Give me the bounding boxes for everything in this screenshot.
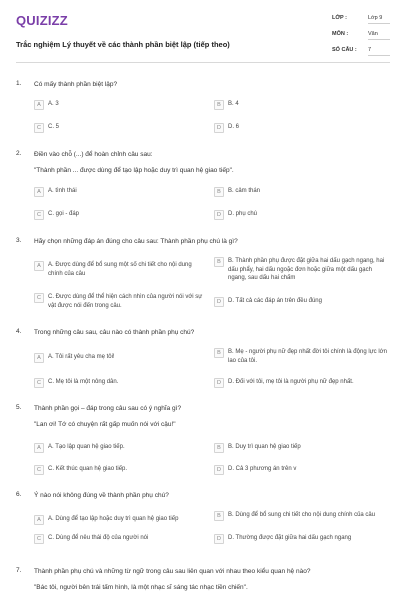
option-text: C. Mẹ tôi là một nông dân. — [48, 379, 119, 385]
question-number: 1. — [16, 80, 22, 87]
option-text: A. tình thái — [48, 188, 77, 194]
question-quote: "Bác tôi, người bên trái tấm hình, là một nhạc sĩ sáng tác nhạc tiền chiến". — [34, 584, 248, 591]
question-number: 3. — [16, 237, 22, 244]
meta-count-value: 7 — [368, 45, 390, 56]
option-text: D. Đối với tôi, mẹ tôi là người phụ nữ đẹp nhất. — [228, 379, 354, 385]
meta-subject-label: MÔN : — [332, 31, 349, 37]
worksheet-meta — [332, 12, 390, 58]
option-letter-box: D — [214, 297, 224, 307]
option-text: A. Dùng để tạo lập hoặc duy trì quan hệ giao tiếp — [48, 516, 179, 522]
option-letter-box: C — [34, 210, 44, 220]
option-text: C. Được dùng để thể hiện cách nhìn của người nói với sự vật được nói đến trong câu. — [48, 294, 203, 309]
option-letter-box: D — [214, 465, 224, 475]
option-text: C. 5 — [48, 124, 60, 130]
option-text: C. Kết thúc quan hệ giao tiếp. — [48, 466, 128, 472]
option-letter-box: D — [214, 210, 224, 220]
option-letter-box: B — [214, 187, 224, 197]
question-text: Thành phần gọi – đáp trong câu sau có ý nghĩa gì? — [34, 405, 182, 412]
option-letter-box: A — [34, 100, 44, 110]
option-letter-box: C — [34, 293, 44, 303]
option-letter-box: D — [214, 123, 224, 133]
option-letter-box: A — [34, 261, 44, 271]
option-letter-box: B — [214, 348, 224, 358]
meta-subject-value: Văn — [368, 29, 390, 40]
option-text: A. Tôi rất yêu cha mẹ tôi! — [48, 354, 115, 360]
option-text: D. phụ chú — [228, 211, 258, 217]
question-text: Có mấy thành phần biệt lập? — [34, 81, 118, 88]
option-text: D. 6 — [228, 124, 240, 130]
meta-count-label: SỐ CÂU : — [332, 47, 357, 53]
meta-subject-row — [332, 28, 390, 42]
meta-class-label: LỚP : — [332, 15, 347, 21]
option-text: C. Dùng để nêu thái độ của người nói — [48, 535, 149, 541]
option-letter-box: A — [34, 515, 44, 525]
option-text: A. Tạo lập quan hệ giao tiếp. — [48, 444, 125, 450]
option-letter-box: D — [214, 534, 224, 544]
worksheet-title: Trắc nghiệm Lý thuyết về các thành phần biệt lập (tiếp theo) — [16, 40, 230, 49]
option-letter-box: B — [214, 443, 224, 453]
option-text: B. 4 — [228, 101, 239, 107]
question-text: Trong những câu sau, câu nào có thành phần phụ chú? — [34, 329, 195, 336]
question-text: Ý nào nói không đúng về thành phần phụ chú? — [34, 492, 169, 499]
option-letter-box: D — [214, 378, 224, 388]
question-number: 2. — [16, 150, 22, 157]
option-text: B. Dùng để bổ sung chi tiết cho nội dung chính của câu — [228, 512, 376, 518]
question-text: Hãy chọn những đáp án đúng cho câu sau: Thành phần phụ chú là gì? — [34, 238, 238, 245]
question-number: 7. — [16, 567, 22, 574]
option-text: A. 3 — [48, 101, 59, 107]
question-quote: "Thành phần ... được dùng để tạo lập hoặc duy trì quan hệ giao tiếp". — [34, 167, 234, 174]
option-text: D. Tất cả các đáp án trên đều đúng — [228, 298, 322, 304]
option-letter-box: A — [34, 353, 44, 363]
option-letter-box: A — [34, 443, 44, 453]
option-letter-box: B — [214, 511, 224, 521]
meta-class-row — [332, 12, 390, 26]
option-letter-box: C — [34, 465, 44, 475]
question-number: 6. — [16, 491, 22, 498]
option-letter-box: B — [214, 100, 224, 110]
meta-class-value: Lớp 9 — [368, 13, 390, 24]
meta-count-row — [332, 44, 390, 58]
option-letter-box: C — [34, 534, 44, 544]
option-text: C. gọi - đáp — [48, 211, 80, 217]
option-text: D. Thường được đặt giữa hai dấu gạch ngang — [228, 535, 352, 541]
option-letter-box: C — [34, 123, 44, 133]
worksheet-header — [16, 10, 390, 63]
question-text: Điền vào chỗ (...) để hoàn chỉnh câu sau: — [34, 151, 153, 158]
option-text: B. Thành phần phụ được đặt giữa hai dấu gạch ngang, hai dấu phẩy, hai dấu ngoặc đơn hoặc giữa một dấu gạch ngang, sau dấu hai chấm — [228, 258, 385, 281]
question-number: 5. — [16, 404, 22, 411]
option-text: A. Được dùng để bổ sung một số chi tiết cho nội dung chính của câu — [48, 262, 192, 277]
option-text: B. Mẹ - người phụ nữ đẹp nhất đời tôi chính là động lực lớn lao của tôi. — [228, 349, 387, 364]
option-letter-box: B — [214, 257, 224, 267]
option-text: B. Duy trì quan hệ giao tiếp — [228, 444, 301, 450]
question-text: Thành phần phụ chú và những từ ngữ trong câu sau liên quan với nhau theo kiểu quan hệ nào? — [34, 568, 311, 575]
option-text: B. cảm thán — [228, 188, 261, 194]
quizizz-logo: QUIZIZZ — [16, 13, 68, 28]
question-number: 4. — [16, 328, 22, 335]
option-letter-box: C — [34, 378, 44, 388]
option-text: D. Cả 3 phương án trên v — [228, 466, 297, 472]
option-letter-box: A — [34, 187, 44, 197]
question-quote: "Lan ơi! Tớ có chuyện rất gấp muốn nói với cậu!" — [34, 421, 176, 428]
